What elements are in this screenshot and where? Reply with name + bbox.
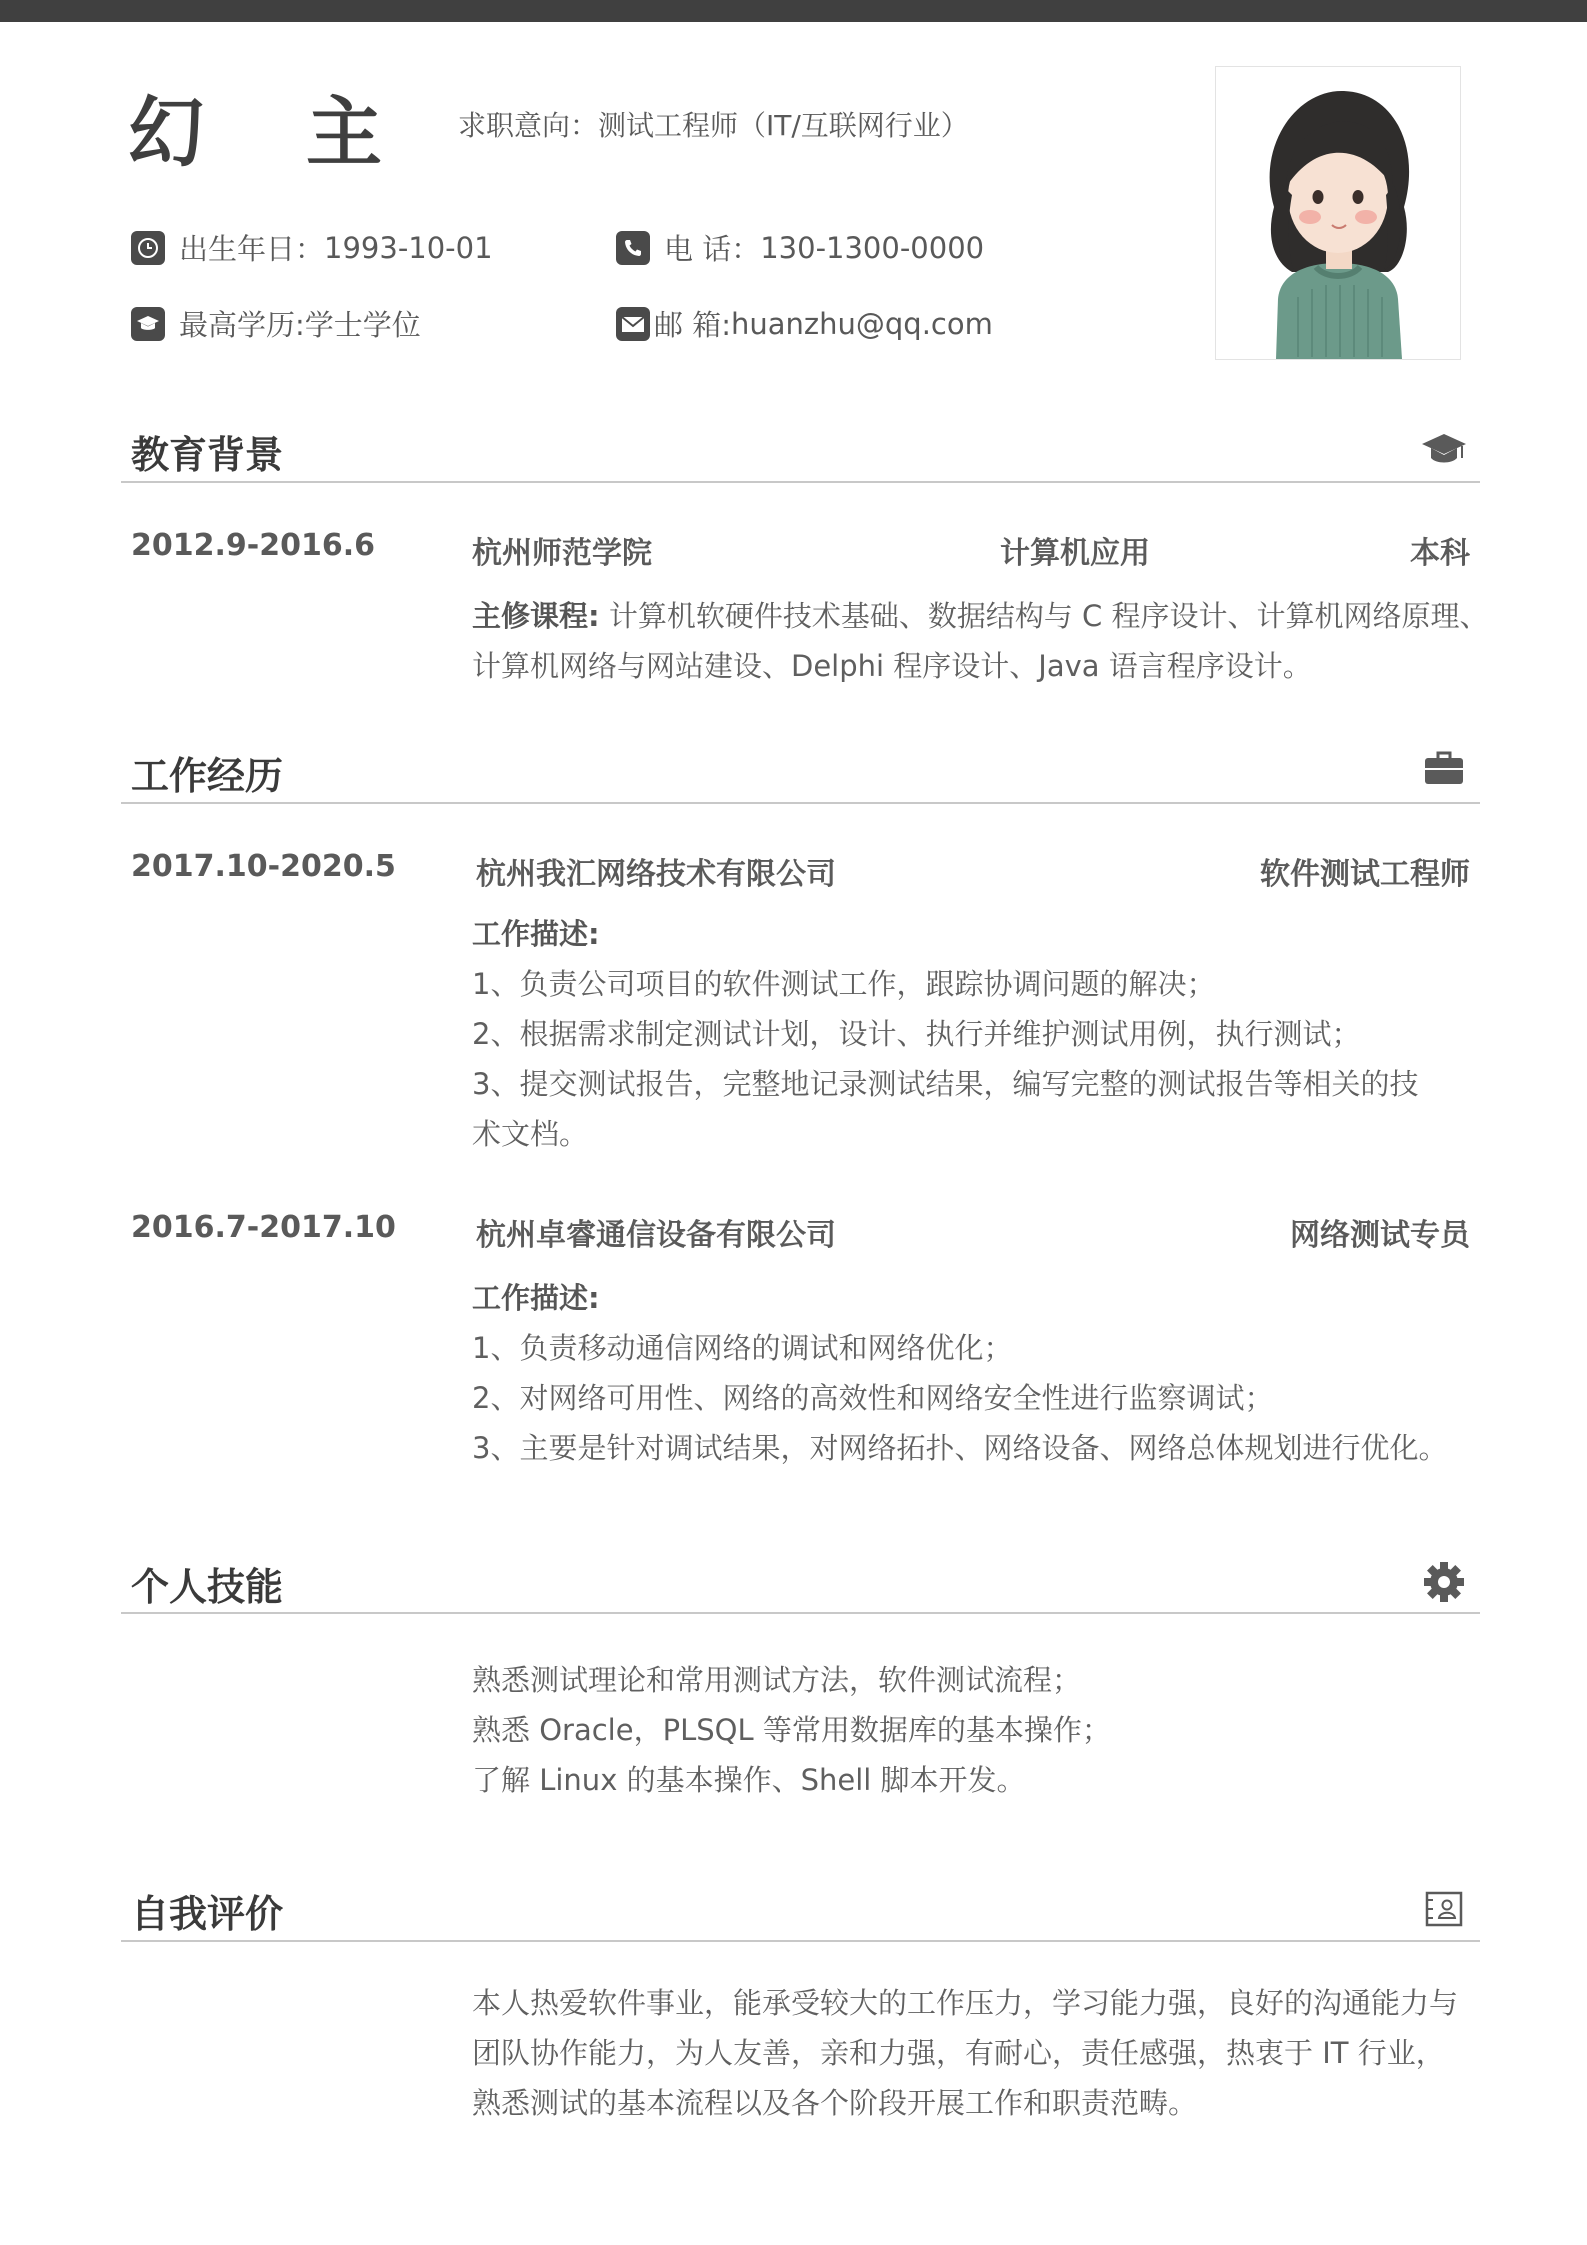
courses-line-1: 计算机软硬件技术基础、数据结构与 C 程序设计、计算机网络原理、 bbox=[599, 599, 1489, 633]
job-2-company: 杭州卓睿通信设备有限公司 bbox=[476, 1218, 836, 1253]
briefcase-icon bbox=[1420, 746, 1468, 790]
self-evaluation-line-3: 熟悉测试的基本流程以及各个阶段开展工作和职责范畴。 bbox=[472, 2086, 1198, 2120]
work-divider bbox=[121, 802, 1480, 804]
email-info bbox=[616, 303, 993, 344]
job-1-company: 杭州我汇网络技术有限公司 bbox=[476, 857, 836, 892]
phone-value: 130-1300-0000 bbox=[760, 230, 985, 265]
job-intention: 求职意向：测试工程师（IT/互联网行业） bbox=[458, 109, 969, 142]
education-degree: 本科 bbox=[1410, 536, 1470, 571]
job-2-description bbox=[472, 1273, 1472, 1473]
skills-section-title: 个人技能 bbox=[131, 1565, 284, 1609]
birth-value: 1993-10-01 bbox=[324, 230, 493, 265]
self-evaluation-section-title: 自我评价 bbox=[131, 1892, 284, 1936]
phone-label: 电 话： bbox=[664, 232, 761, 266]
job-1-description bbox=[472, 909, 1472, 1159]
education-date: 2012.9-2016.6 bbox=[131, 528, 375, 563]
job-2-date: 2016.7-2017.10 bbox=[131, 1210, 396, 1245]
education-label: 最高学历: bbox=[179, 308, 305, 342]
job-1-line-2: 2、根据需求制定测试计划，设计、执行并维护测试用例，执行测试； bbox=[472, 1017, 1361, 1051]
phone-icon bbox=[616, 231, 650, 265]
job-1-line-4: 术文档。 bbox=[472, 1117, 589, 1151]
job-2-line-1: 1、负责移动通信网络的调试和网络优化； bbox=[472, 1331, 1013, 1365]
graduation-icon bbox=[131, 307, 165, 341]
top-bar bbox=[0, 0, 1587, 22]
skill-line-1: 熟悉测试理论和常用测试方法，软件测试流程； bbox=[472, 1663, 1082, 1697]
job-1-position: 软件测试工程师 bbox=[1260, 857, 1470, 892]
birth-info bbox=[131, 227, 493, 268]
skills-divider bbox=[121, 1612, 1480, 1614]
email-label: 邮 箱: bbox=[654, 308, 731, 342]
clock-icon bbox=[131, 231, 165, 265]
self-evaluation-line-1: 本人热爱软件事业，能承受较大的工作压力，学习能力强，良好的沟通能力与 bbox=[472, 1986, 1459, 2020]
contact-card-icon bbox=[1420, 1887, 1468, 1931]
avatar-photo bbox=[1215, 66, 1461, 360]
education-school: 杭州师范学院 bbox=[472, 536, 652, 571]
skill-line-3: 了解 Linux 的基本操作、Shell 脚本开发。 bbox=[472, 1763, 1026, 1797]
skills-list bbox=[472, 1655, 1472, 1805]
job-2-desc-label: 工作描述: bbox=[472, 1281, 600, 1315]
gear-icon bbox=[1420, 1560, 1468, 1604]
skill-line-2: 熟悉 Oracle，PLSQL 等常用数据库的基本操作； bbox=[472, 1713, 1111, 1747]
job-2-line-2: 2、对网络可用性、网络的高效性和网络安全性进行监察调试； bbox=[472, 1381, 1274, 1415]
job-1-line-3: 3、提交测试报告，完整地记录测试结果，编写完整的测试报告等相关的技 bbox=[472, 1067, 1419, 1101]
mortarboard-icon bbox=[1420, 426, 1468, 470]
self-evaluation-text bbox=[472, 1978, 1472, 2128]
self-evaluation-divider bbox=[121, 1940, 1480, 1942]
phone-info bbox=[616, 227, 984, 268]
courses-line-2: 计算机网络与网站建设、Delphi 程序设计、Java 语言程序设计。 bbox=[472, 649, 1312, 683]
job-2-line-3: 3、主要是针对调试结果，对网络拓扑、网络设备、网络总体规划进行优化。 bbox=[472, 1431, 1448, 1465]
name-first-char: 幻 bbox=[128, 88, 204, 177]
courses-label: 主修课程: bbox=[472, 599, 600, 633]
job-2-position: 网络测试专员 bbox=[1290, 1218, 1470, 1253]
name-second-char: 主 bbox=[306, 88, 382, 177]
education-courses bbox=[472, 591, 1489, 691]
education-info bbox=[131, 303, 421, 344]
education-major: 计算机应用 bbox=[1000, 536, 1150, 571]
self-evaluation-line-2: 团队协作能力，为人友善，亲和力强，有耐心，责任感强，热衷于 IT 行业， bbox=[472, 2036, 1445, 2070]
job-1-date: 2017.10-2020.5 bbox=[131, 849, 396, 884]
birth-label: 出生年日： bbox=[179, 232, 325, 266]
education-section-title: 教育背景 bbox=[131, 433, 284, 477]
email-value: huanzhu@qq.com bbox=[731, 306, 993, 341]
education-divider bbox=[121, 481, 1480, 483]
work-section-title: 工作经历 bbox=[131, 754, 284, 798]
job-1-line-1: 1、负责公司项目的软件测试工作，跟踪协调问题的解决； bbox=[472, 967, 1216, 1001]
education-value: 学士学位 bbox=[304, 308, 421, 342]
mail-icon bbox=[616, 307, 650, 341]
job-1-desc-label: 工作描述: bbox=[472, 917, 600, 951]
